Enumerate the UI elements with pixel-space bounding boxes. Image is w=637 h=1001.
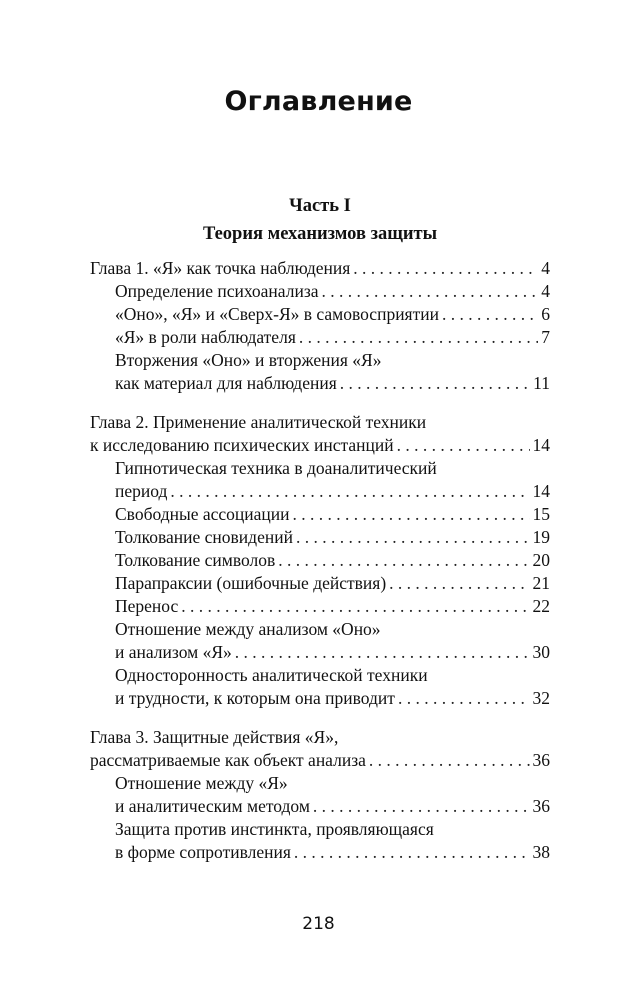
dot-leader [353,257,538,280]
entry-page-number: 14 [532,435,550,455]
entry-last-line [115,526,550,549]
entry-last-line [115,549,550,572]
entry-page-number: 7 [541,327,550,347]
chapter-block [90,257,550,395]
dot-leader [294,841,530,864]
entry-text-line: Отношение между анализом «Оно» [115,619,381,639]
dot-leader [397,434,530,457]
entry-last-line [115,572,550,595]
dot-leader [369,749,530,772]
toc-section-entry [115,526,550,549]
entry-text-line: Парапраксии (ошибочные действия) [115,573,387,593]
entry-page-number: 4 [541,258,550,278]
toc-chapter-entry [90,726,550,772]
entry-text-line: рассматриваемые как объект анализа [90,750,366,770]
toc-section-entry [115,457,550,503]
entry-text-line: Глава 3. Защитные действия «Я», [90,727,339,747]
entry-last-line [115,280,550,303]
entry-last-line [90,434,550,457]
entry-text-line: Защита против инстинкта, проявляющаяся [115,819,434,839]
entry-text-line: к исследованию психических инстанций [90,435,394,455]
entry-text-line: Толкование сновидений [115,527,293,547]
dot-leader [181,595,529,618]
entry-last-line [115,480,550,503]
toc-section-entry [115,818,550,864]
entry-last-line [115,595,550,618]
entry-page-number: 14 [532,481,550,501]
entry-text-line: Толкование символов [115,550,276,570]
chapter-block [90,411,550,710]
entry-text-line: период [115,481,168,501]
page-number: 218 [302,914,335,934]
table-of-contents [90,257,550,880]
entry-page-number: 19 [532,527,550,547]
toc-section-entry [115,549,550,572]
entry-text-line: как материал для наблюдения [115,373,337,393]
toc-section-entry [115,280,550,303]
entry-text-line: Определение психоанализа [115,281,319,301]
entry-text-line: в форме сопротивления [115,842,291,862]
part-label: Часть I [289,196,351,216]
entry-page-number: 20 [532,550,550,570]
entry-text-line: и трудности, к которым она приводит [115,688,395,708]
toc-section-entry [115,618,550,664]
entry-last-line [115,841,550,864]
entry-text-line: «Я» в роли наблюдателя [115,327,296,347]
entry-last-line [90,257,550,280]
entry-page-number: 11 [533,373,550,393]
toc-chapter-entry [90,411,550,457]
entry-page-number: 38 [532,842,550,862]
toc-section-entry [115,303,550,326]
entry-last-line [115,326,550,349]
page-title: Оглавление [224,86,413,117]
toc-section-entry [115,503,550,526]
entry-page-number: 32 [532,688,550,708]
toc-section-entry [115,349,550,395]
dot-leader [293,503,530,526]
toc-section-entry [115,664,550,710]
entry-text-line: Глава 2. Применение аналитической техники [90,412,427,432]
dot-leader [389,572,529,595]
entry-text-line: Свободные ассоциации [115,504,290,524]
dot-leader [340,372,530,395]
dot-leader [235,641,530,664]
dot-leader [313,795,530,818]
entry-text-line: Глава 1. «Я» как точка наблюдения [90,258,351,278]
entry-page-number: 22 [532,596,550,616]
dot-leader [296,526,530,549]
entry-last-line [115,687,550,710]
toc-section-entry [115,595,550,618]
toc-chapter-entry [90,257,550,280]
toc-section-entry [115,326,550,349]
entry-text-line: Односторонность аналитической техники [115,665,428,685]
part-name: Теория механизмов защиты [202,224,438,244]
entry-page-number: 36 [532,750,550,770]
chapter-block [90,726,550,864]
dot-leader [299,326,538,349]
entry-text-line: Отношение между «Я» [115,773,288,793]
entry-last-line [115,641,550,664]
dot-leader [278,549,529,572]
entry-page-number: 4 [541,281,550,301]
entry-text-line: Вторжения «Оно» и вторжения «Я» [115,350,382,370]
entry-page-number: 36 [532,796,550,816]
part-header [90,192,550,248]
entry-last-line [115,503,550,526]
entry-text-line: и аналитическим методом [115,796,310,816]
entry-last-line [115,795,550,818]
entry-page-number: 6 [541,304,550,324]
entry-last-line [115,303,550,326]
dot-leader [170,480,529,503]
entry-page-number: 30 [532,642,550,662]
dot-leader [322,280,539,303]
entry-text-line: Гипнотическая техника в доаналитический [115,458,437,478]
entry-text-line: Перенос [115,596,179,616]
entry-last-line [115,372,550,395]
dot-leader [442,303,538,326]
entry-page-number: 15 [532,504,550,524]
toc-section-entry [115,572,550,595]
toc-section-entry [115,772,550,818]
entry-text-line: и анализом «Я» [115,642,232,662]
dot-leader [398,687,530,710]
entry-page-number: 21 [532,573,550,593]
entry-text-line: «Оно», «Я» и «Сверх-Я» в самовосприятии [115,304,439,324]
entry-last-line [90,749,550,772]
